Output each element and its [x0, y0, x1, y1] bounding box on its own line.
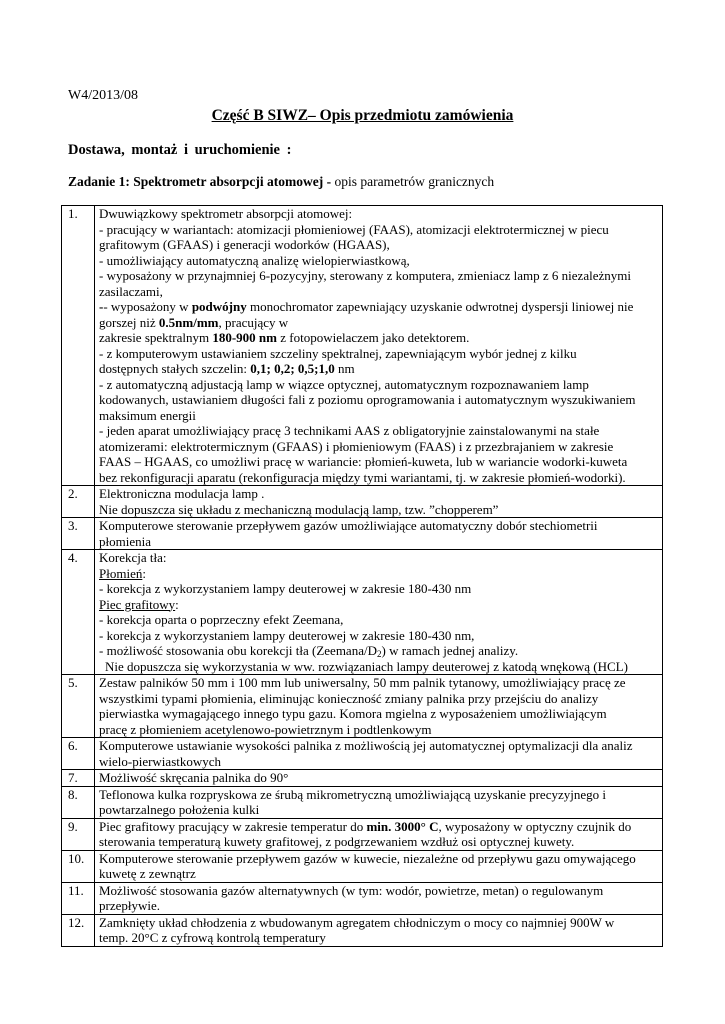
table-row [62, 786, 663, 818]
underlined-label: Piec grafitowy [99, 596, 176, 612]
text-line: - z komputerowym ustawianiem szczeliny spektralnej, zapewniającym wybór jednej z kilku [99, 345, 577, 361]
table-row [62, 882, 663, 914]
table-row [62, 518, 663, 550]
text-line: kodowanych, ustawianiem długości fali z poziomu oprogramowania i automatycznym wyszukiwaniem [99, 392, 636, 407]
document-id: W4/2013/08 [68, 88, 138, 103]
text-fragment: monochromator zapewniający uzyskanie odwrotnej dyspersji liniowej nie [246, 299, 634, 314]
row-number: 4. [62, 550, 95, 675]
row-number: 1. [62, 206, 95, 486]
row-description [95, 850, 663, 882]
row-number: 2. [62, 486, 95, 518]
text-line [99, 330, 659, 346]
text-line: pracę z płomieniem acetylenowo-powietrznym i podtlenkowym [99, 721, 432, 737]
table-row [62, 206, 663, 486]
text-fragment: dostępnych stałych szczelin: [99, 361, 251, 376]
text-line: Zestaw palników 50 mm i 100 mm lub uniwersalny, 50 mm palnik tytanowy, umożliwiający pracę ze [99, 675, 626, 690]
text-line: atomizerami: elektrotermicznym (GFAAS) i płomieniowym (FAAS) i z przezbrajaniem w zakresie [99, 438, 614, 454]
text-fragment: - możliwość stosowania obu korekcji tła (Zeemana/D [99, 643, 377, 658]
row-description [95, 786, 663, 818]
text-fragment: , wyposażony w optyczny czujnik do [438, 818, 632, 834]
text-line: powtarzalnego położenia kulki [99, 802, 260, 817]
text-line: Możliwość stosowania gazów alternatywnych (w tym: wodór, powietrze, metan) o regulowanym [99, 882, 604, 898]
text-fragment: - wyposażony w [103, 299, 192, 314]
row-number: 3. [62, 518, 95, 550]
section-heading: Dostawa, montaż i uruchomienie : [68, 142, 292, 158]
row-description [95, 486, 663, 518]
text-line: maksimum energii [99, 407, 196, 423]
table-row [62, 550, 663, 675]
text-line: wszystkimi typami płomienia, eliminując konieczność zmiany palnika przy przejściu do analizy [99, 690, 599, 706]
text-line: - korekcja z wykorzystaniem lampy deuterowej w zakresie 180-430 nm [99, 581, 472, 596]
row-number: 9. [62, 818, 95, 850]
text-line [99, 643, 659, 659]
row-description [95, 914, 663, 946]
text-fragment: Piec grafitowy pracujący w zakresie temperatur do [99, 818, 367, 834]
row-description [95, 770, 663, 787]
dash-bold: - [99, 299, 104, 314]
text-line: FAAS – HGAAS, co umożliwi pracę w wariancie: płomień-kuweta, lub w wariancie wodorki-kuweta [99, 454, 628, 469]
bold-fragment: 0,1; 0,2; 0,5;1,0 [250, 361, 335, 376]
row-description [95, 818, 663, 850]
text-line: zasilaczami, [99, 283, 163, 299]
table-row [62, 675, 663, 738]
text-line: sterowania temperaturą kuwety grafitowej, z podgrzewaniem wzdłuż osi optycznej kuwety. [99, 834, 575, 849]
text-line: - korekcja z wykorzystaniem lampy deuterowej w zakresie 180-430 nm, [99, 627, 475, 643]
text-line [99, 299, 659, 315]
text-line: Nie dopuszcza się wykorzystania w ww. rozwiązaniach lampy deuterowej z katodą wnękową (HCL) [105, 658, 628, 674]
row-number: 8. [62, 786, 95, 818]
table-row [62, 818, 663, 850]
row-number: 11. [62, 882, 95, 914]
text-line [99, 315, 659, 331]
text-line: Teflonowa kulka rozpryskowa ze śrubą mikrometryczną umożliwiającą uzyskanie precyzyjnego i [99, 786, 606, 802]
text-fragment: zakresie spektralnym [99, 330, 213, 345]
text-line: przepływie. [99, 898, 161, 913]
row-description [95, 550, 663, 675]
text-fragment: : [142, 565, 146, 581]
text-line: wielo-pierwiastkowych [99, 753, 222, 769]
row-description [95, 738, 663, 770]
row-description [95, 206, 663, 486]
subscript: 2 [376, 649, 382, 659]
text-fragment: : [175, 596, 179, 612]
text-fragment: nm [334, 361, 355, 376]
table-row [62, 770, 663, 787]
text-line [99, 597, 659, 613]
text-line: płomienia [99, 533, 151, 549]
row-number: 12. [62, 914, 95, 946]
text-line: - korekcja oparta o poprzeczny efekt Zeemana, [99, 612, 344, 627]
row-number: 5. [62, 675, 95, 738]
text-line: Dwuwiązkowy spektrometr absorpcji atomowej: [99, 206, 353, 221]
bold-fragment: min. 3000° C [366, 818, 439, 834]
text-line [99, 566, 659, 582]
text-line: kuwetę z zewnątrz [99, 866, 196, 881]
bold-fragment: 180-900 nm [212, 330, 277, 345]
text-fragment: gorszej niż [99, 314, 159, 330]
table-row [62, 850, 663, 882]
text-line: - umożliwiający automatyczną analizę wielopierwiastkową, [99, 252, 410, 268]
text-line: Komputerowe sterowanie przepływem gazów w kuwecie, niezależne od przepływu gazu omywającego [99, 850, 636, 866]
table-row [62, 914, 663, 946]
specification-table [61, 205, 663, 947]
task-heading-rest: opis parametrów granicznych [331, 174, 495, 189]
text-line: Komputerowe sterowanie przepływem gazów umożliwiające automatyczny dobór stechiometrii [99, 518, 598, 533]
text-line: pierwiastka wymagającego innego typu gazu. Komora mgielna z wyposażeniem umożliwiającym [99, 706, 607, 721]
text-line: - wyposażony w przynajmniej 6-pozycyjny, sterowany z komputera, zmieniacz lamp z 6 niezależnymi [99, 268, 631, 283]
text-line [99, 361, 659, 377]
table-row [62, 486, 663, 518]
row-description [95, 882, 663, 914]
text-fragment: , pracujący w [218, 314, 289, 330]
table-row [62, 738, 663, 770]
underlined-label: Płomień [99, 565, 143, 581]
text-line: grafitowym (GFAAS) i generacji wodorków (HGAAS), [99, 237, 390, 252]
text-fragment: ) w ramach jednej analizy. [381, 643, 519, 658]
text-line: Zamknięty układ chłodzenia z wbudowanym agregatem chłodniczym o mocy co najmniej 900W w [99, 914, 615, 930]
text-fragment: z fotopowielaczem jako detektorem. [276, 330, 470, 345]
text-line: bez rekonfiguracji aparatu (rekonfiguracja między tymi wariantami, tj. w zakresie płomień-wodorki). [99, 469, 626, 485]
task-heading [68, 174, 494, 190]
text-line: Nie dopuszcza się układu z mechaniczną modulacją lamp, tzw. ”chopperem” [99, 501, 499, 517]
text-line: Korekcja tła: [99, 550, 167, 565]
text-line: Możliwość skręcania palnika do 90° [99, 770, 289, 785]
text-line: - jeden aparat umożliwiający pracę 3 technikami AAS z obligatoryjnie zainstalowanymi na stałe [99, 423, 600, 438]
task-heading-bold: Zadanie 1: Spektrometr absorpcji atomowej - [68, 174, 332, 189]
text-line: temp. 20°C z cyfrową kontrolą temperatury [99, 930, 326, 945]
text-line: Komputerowe ustawianie wysokości palnika z możliwością jej automatycznej optymalizacji dla analiz [99, 738, 633, 753]
row-number: 10. [62, 850, 95, 882]
row-description [95, 675, 663, 738]
text-line: Elektroniczna modulacja lamp . [99, 486, 265, 501]
row-number: 7. [62, 770, 95, 787]
row-description [95, 518, 663, 550]
document-title: Część B SIWZ– Opis przedmiotu zamówienia [211, 107, 514, 124]
bold-fragment: 0.5nm/mm [158, 314, 219, 330]
row-number: 6. [62, 738, 95, 770]
text-line [99, 819, 659, 835]
text-line: - z automatyczną adjustacją lamp w wiązce optycznej, automatycznym rozpoznawaniem lamp [99, 376, 589, 392]
bold-fragment: podwójny [191, 299, 247, 314]
text-line: - pracujący w wariantach: atomizacji płomieniowej (FAAS), atomizacji elektrotermicznej w piecu [99, 221, 609, 237]
